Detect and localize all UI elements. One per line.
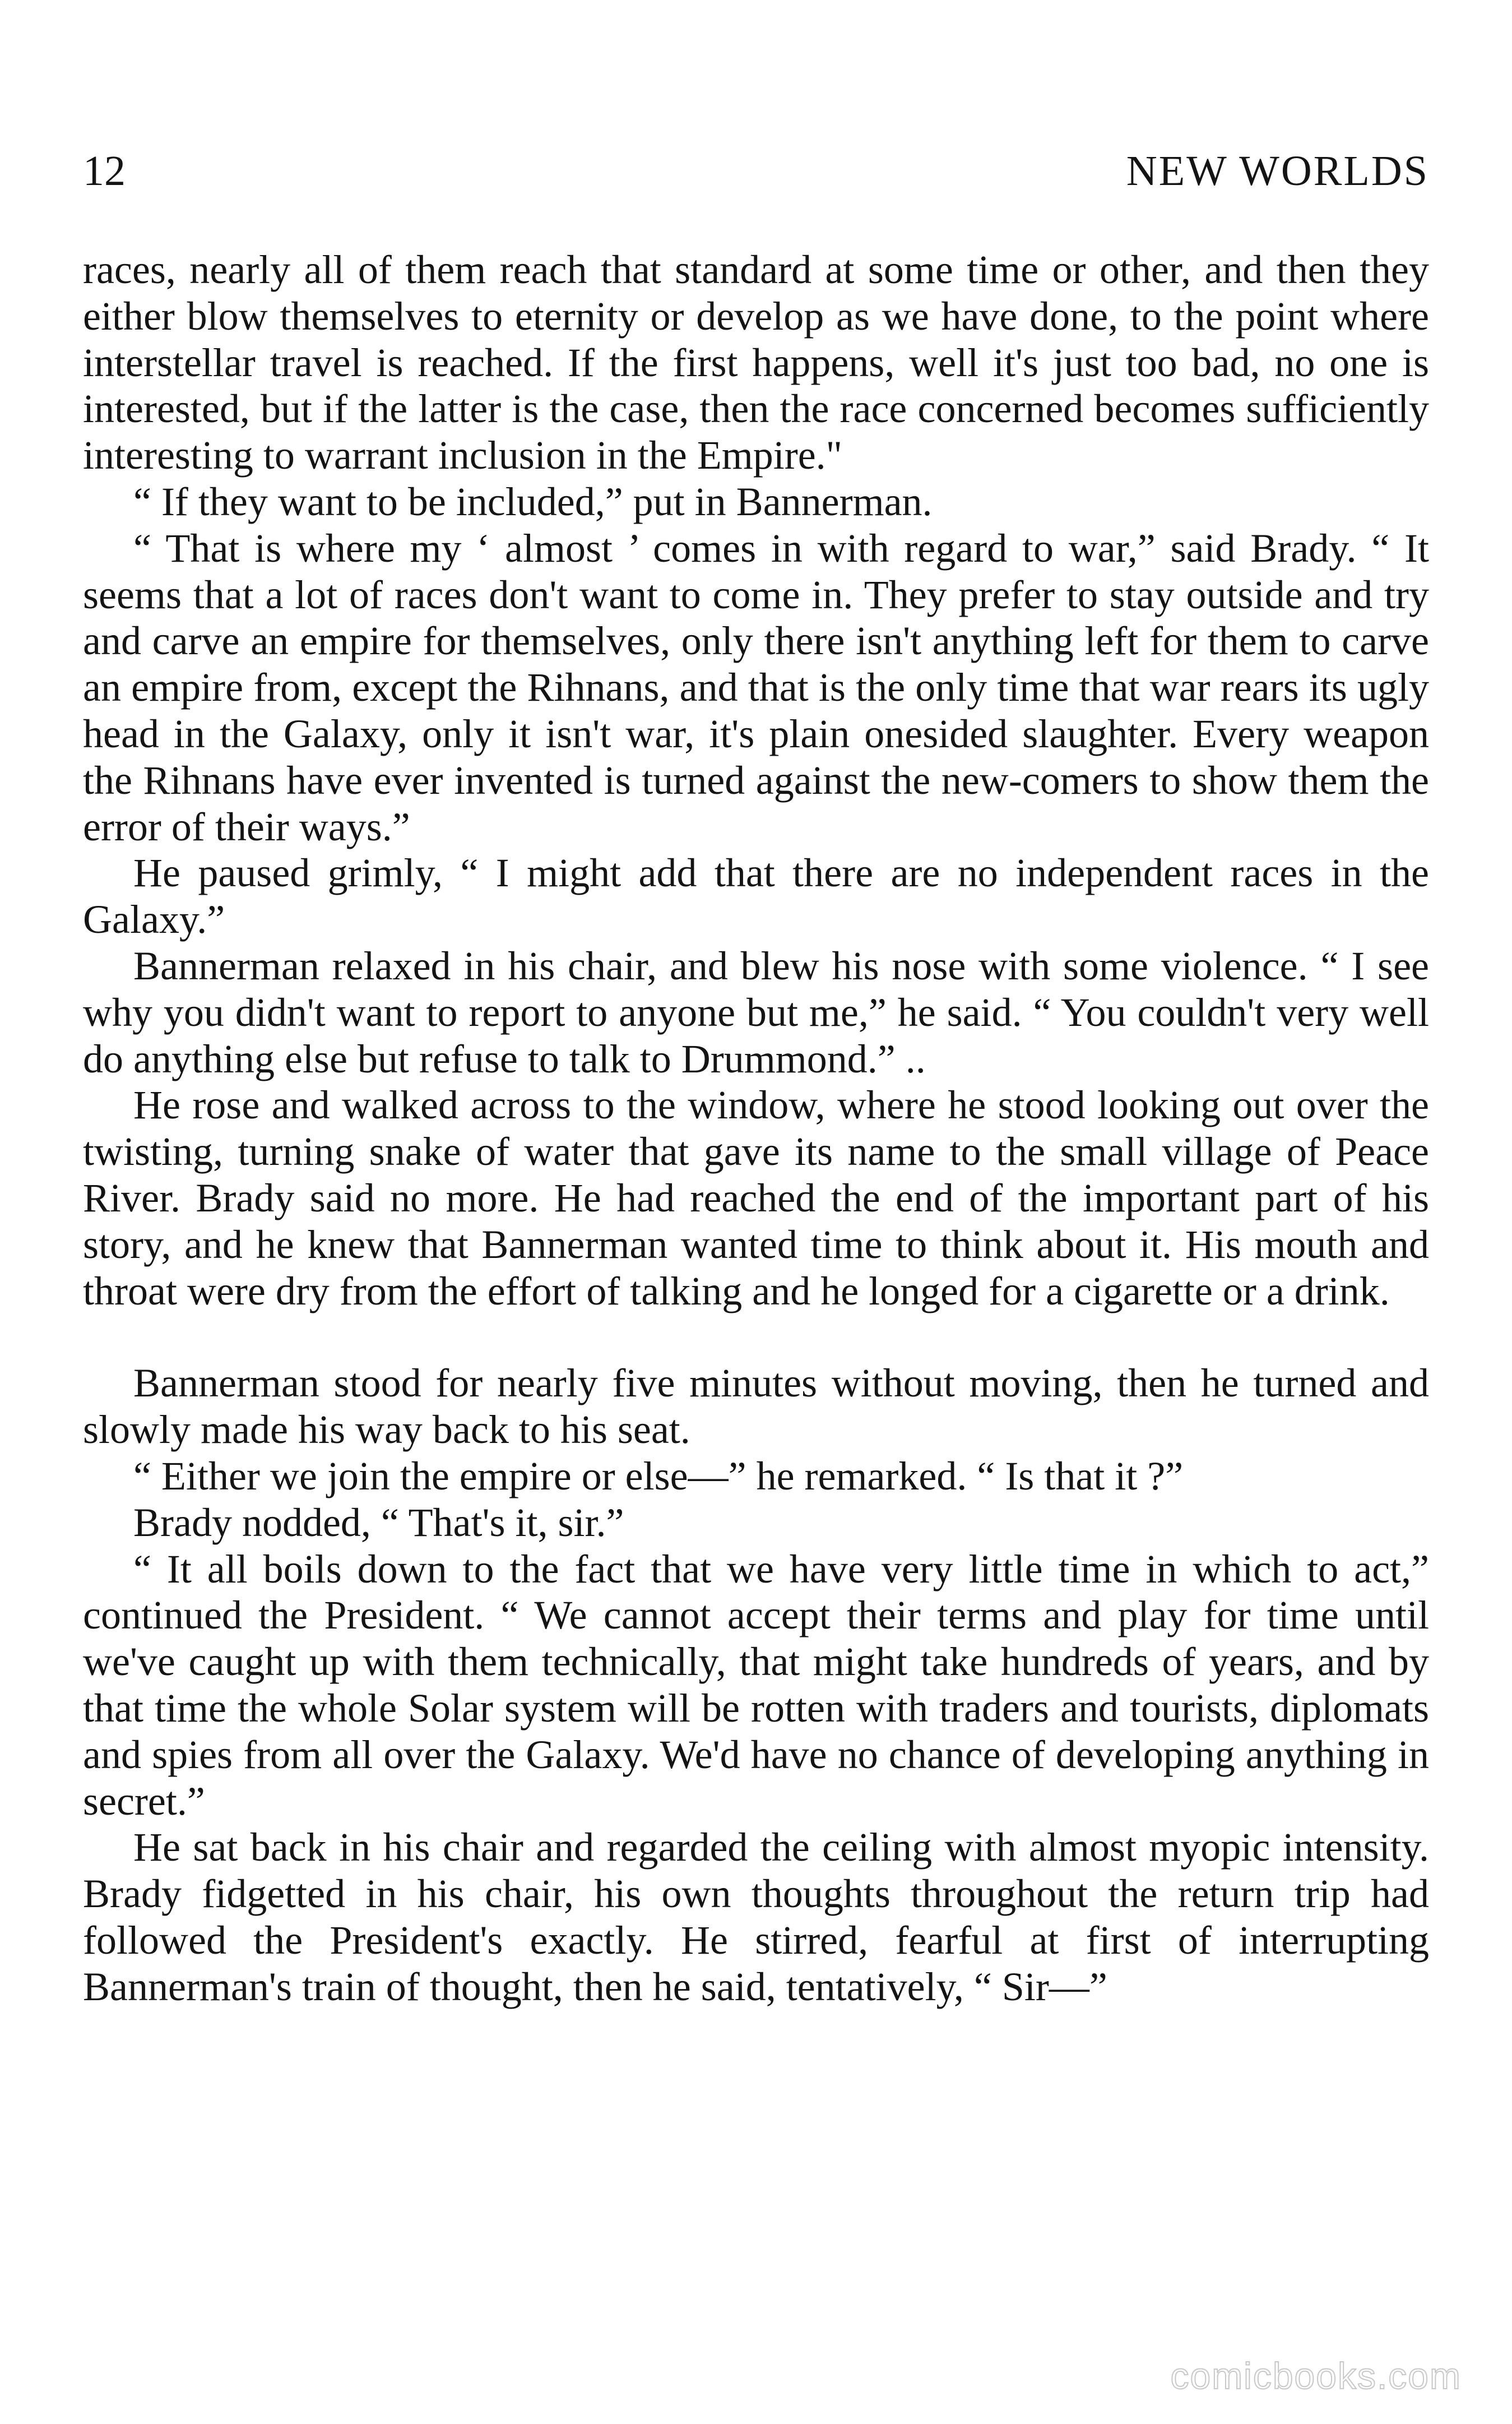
body-text	[83, 247, 1429, 2010]
paragraph: Bannerman stood for nearly five minutes without moving, then he turned and slowly made his way back to his seat.	[83, 1361, 1429, 1452]
paragraph: He sat back in his chair and regarded the ceiling with almost myopic intensity. Brady fidgetted in his chair, his own thoughts throughout the return trip had followed the President's exactly. He stirred, fearful at first of interrupting Bannerman's train of thought, then he said, tentatively, “ Sir—”	[83, 1825, 1429, 2009]
paragraph: “ It all boils down to the fact that we have very little time in which to act,” continued the President. “ We cannot accept their terms and play for time until we've caught up with them technically, that might take hundreds of years, and by that time the whole Solar system will be rotten with traders and tourists, diplomats and spies from all over the Galaxy. We'd have no chance of developing anything in secret.”	[83, 1546, 1429, 1824]
page-number: 12	[83, 147, 126, 195]
paragraph: races, nearly all of them reach that standard at some time or other, and then they either blow themselves to eternity or develop as we have done, to the point where interstellar travel is reached. If the first happens, well it's just too bad, no one is interested, but if the latter is the case, then the race concerned becomes sufficiently interesting to warrant inclusion in the Empire."	[83, 247, 1429, 478]
paragraph: He paused grimly, “ I might add that there are no independent races in the Galaxy.”	[83, 850, 1429, 942]
watermark: comicbooks.com	[1170, 2355, 1462, 2397]
paragraph: Bannerman relaxed in his chair, and blew his nose with some violence. “ I see why you didn't want to report to anyone but me,” he said. “ You couldn't very well do anything else but refuse to talk to Drummond.” ..	[83, 943, 1429, 1081]
paragraph: He rose and walked across to the window, where he stood looking out over the twisting, turning snake of water that gave its name to the small village of Peace River. Brady said no more. He had reached the end of the important part of his story, and he knew that Bannerman wanted time to think about it. His mouth and throat were dry from the effort of talking and he longed for a cigarette or a drink.	[83, 1083, 1429, 1313]
running-head: NEW WORLDS	[1126, 147, 1429, 195]
paragraph: Brady nodded, “ That's it, sir.”	[133, 1500, 624, 1545]
paragraph: “ If they want to be included,” put in Bannerman.	[133, 479, 933, 524]
page-header	[83, 147, 1429, 203]
paragraph: “ Either we join the empire or else—” he remarked. “ Is that it ?”	[133, 1453, 1184, 1498]
paragraph: “ That is where my ‘ almost ’ comes in with regard to war,” said Brady. “ It seems that a lot of races don't want to come in. They prefer to stay outside and try and carve an empire for themselves, only there isn't anything left for them to carve an empire from, except the Rihnans, and that is the only time that war rears its ugly head in the Galaxy, only it isn't war, it's plain onesided slaughter. Every weapon the Rihnans have ever invented is turned against the new-comers to show them the error of their ways.”	[83, 525, 1429, 849]
